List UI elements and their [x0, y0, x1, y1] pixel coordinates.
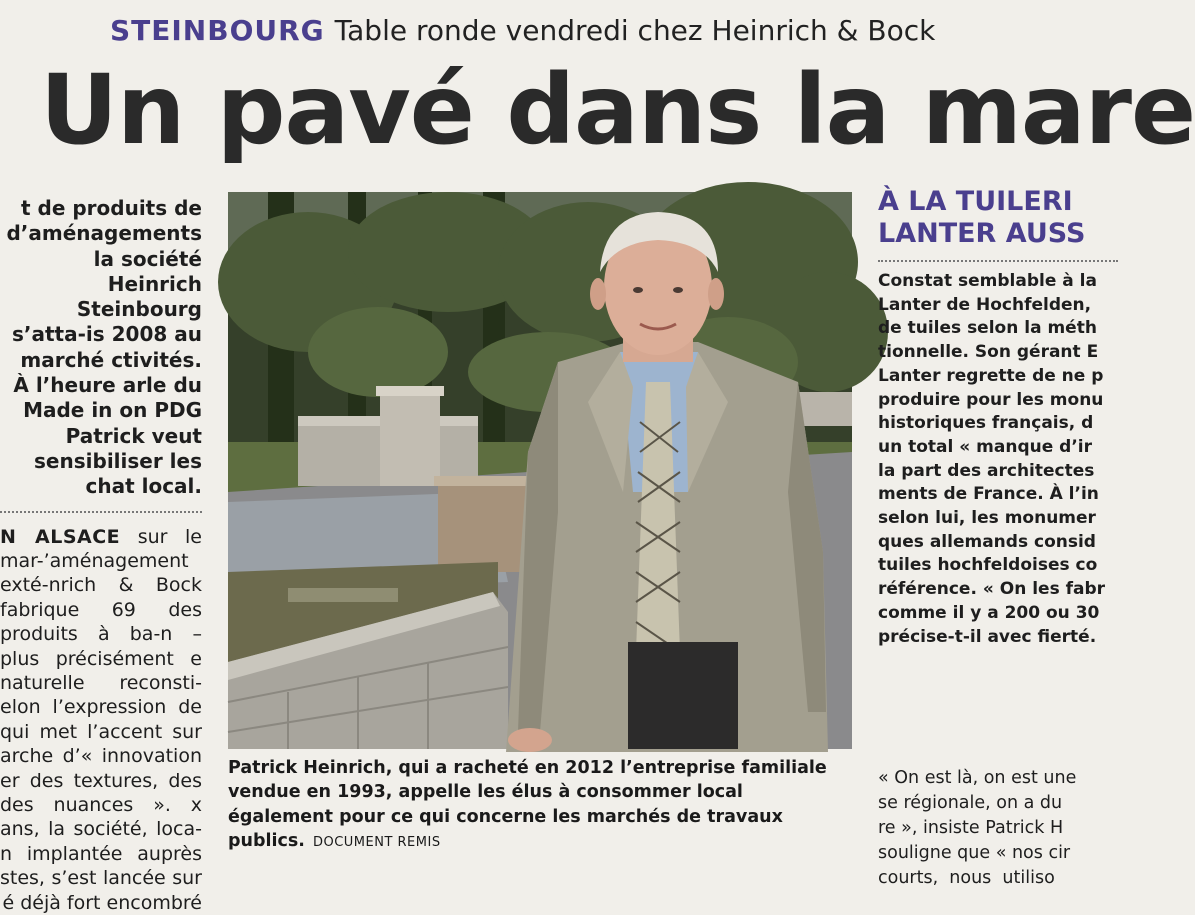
kicker-subtitle: Table ronde vendredi chez Heinrich & Bock — [334, 14, 936, 47]
right-sidebar-column — [878, 186, 1106, 888]
left-article-column — [0, 196, 202, 914]
intro-separator — [0, 511, 202, 513]
kicker — [110, 14, 935, 47]
article-lead: N ALSACE — [0, 525, 121, 548]
article-body-text: sur le mar-’aménagement exté-nrich & Bock fabrique 69 des produits à ba-n – plus précisément e naturelle reconsti-elon l’expression de qui met l’accent sur arche d’« innovation er des textures, des des nuances ». x ans, la société, loca-n implantée auprès stes, s’est lancée sur é déjà fort encombré — [0, 525, 202, 914]
headline: Un pavé dans la mare — [40, 54, 1195, 166]
article-photo — [228, 192, 852, 749]
article-intro: t de produits de d’aménagements la société Heinrich Steinbourg s’atta-is 2008 au marché ctivités. À l’heure arle du Made in on PDG Patrick veut sensibiliser les chat local. — [6, 196, 202, 499]
photo-illustration — [228, 192, 852, 749]
caption-text: Patrick Heinrich, qui a racheté en 2012 l’entreprise familiale vendue en 1993, appelle les élus à consommer local également pour ce qui concerne les marchés de travaux publics. — [228, 758, 827, 851]
photo-caption — [228, 756, 852, 855]
sidebar-heading: À LA TUILERI LANTER AUSS — [878, 186, 1086, 249]
sidebar-separator — [878, 260, 1118, 262]
article-body — [0, 525, 202, 915]
sidebar-body: Constat semblable à la Lanter de Hochfelden, de tuiles selon la méth tionnelle. Son gérant E Lanter regrette de ne p produire pour les monu historiques français, d un total « manque d’ir la part des architectes ments de France. À l’in selon lui, les monumer ques allemands consid tuiles hochfeldoises co référence. « On les fabr comme il y a 200 ou 30 précise-t-il avec fierté. — [878, 271, 1106, 647]
photo-credit: DOCUMENT REMIS — [312, 834, 441, 850]
sidebar-body-continued: « On est là, on est une se régionale, on a du re », insiste Patrick H souligne que « nos cir courts, nous utiliso — [878, 768, 1077, 888]
kicker-location: STEINBOURG — [110, 14, 325, 47]
